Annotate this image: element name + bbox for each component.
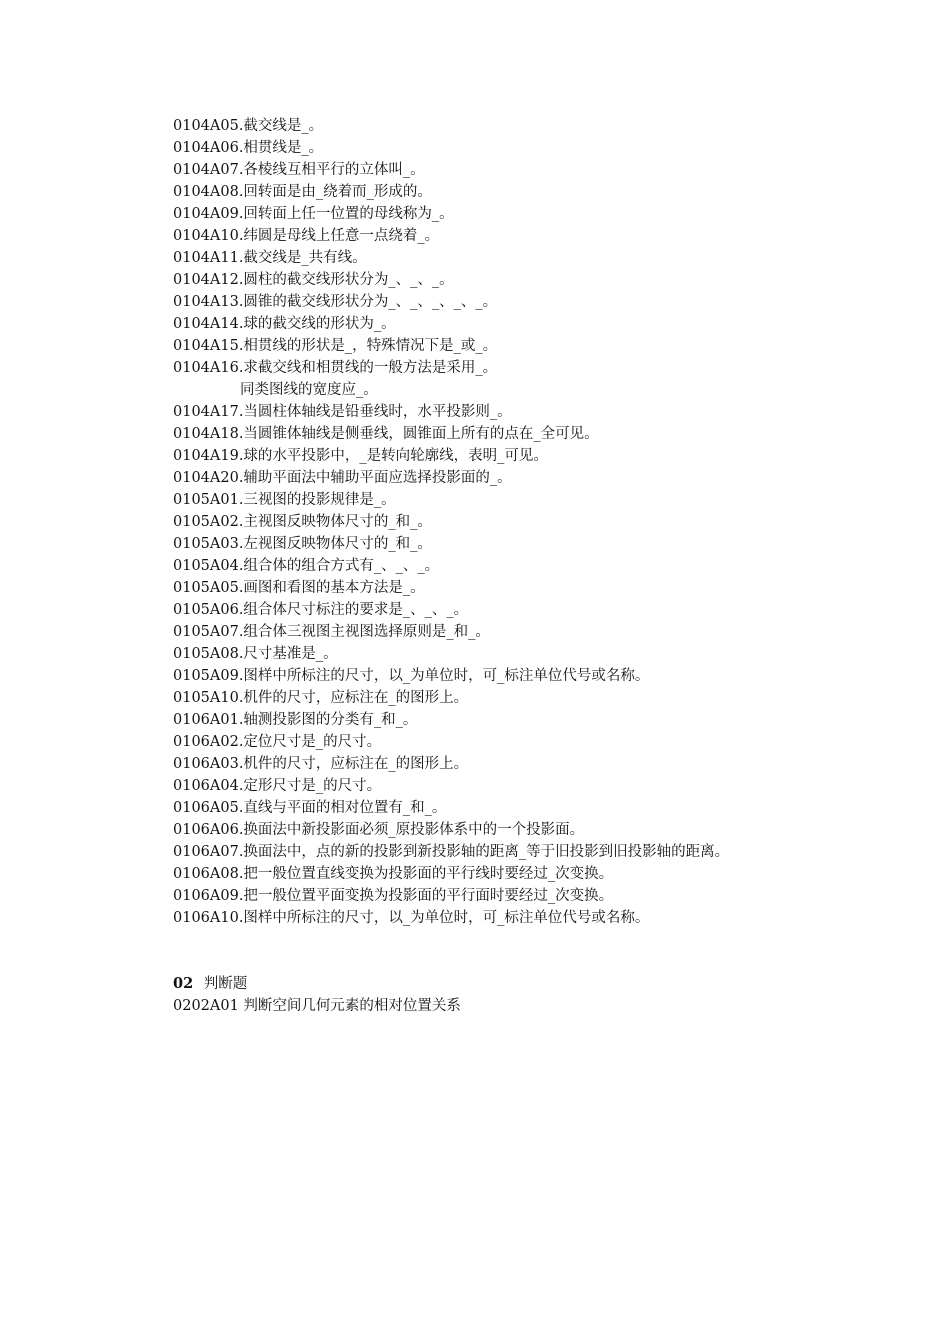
question-item: 0105A04.组合体的组合方式有_、_、_。 xyxy=(173,558,440,574)
section-spacer xyxy=(173,929,933,973)
question-item: 0105A05.画图和看图的基本方法是_。 xyxy=(173,580,425,596)
question-item: 0106A02.定位尺寸是_的尺寸。 xyxy=(173,734,382,750)
section-title: 判断题 xyxy=(203,976,248,992)
question-item: 0104A06.相贯线是_。 xyxy=(173,140,324,156)
question-item: 0106A07.换面法中，点的新的投影到新投影轴的距离_等于旧投影到旧投影轴的距离。 xyxy=(173,844,730,860)
question-item: 0106A03.机件的尺寸，应标注在_的图形上。 xyxy=(173,756,469,772)
question-item: 0104A15.相贯线的形状是_，特殊情况下是_或_。 xyxy=(173,338,498,354)
question-item: 0104A19.球的水平投影中，_是转向轮廓线，表明_可见。 xyxy=(173,448,548,464)
question-item: 0105A10.机件的尺寸，应标注在_的图形上。 xyxy=(173,690,469,706)
question-item: 0104A05.截交线是_。 xyxy=(173,118,324,134)
question-continuation-line: 同类图线的宽度应_。 xyxy=(240,382,378,398)
question-item: 0105A03.左视图反映物体尺寸的_和_。 xyxy=(173,536,432,552)
question-item: 0105A06.组合体尺寸标注的要求是_、_、_。 xyxy=(173,602,469,618)
question-item: 0104A17.当圆柱体轴线是铅垂线时，水平投影则_。 xyxy=(173,404,512,420)
question-item: 0104A14.球的截交线的形状为_。 xyxy=(173,316,396,332)
question-item: 0104A13.圆锥的截交线形状分为_、_、_、_、_。 xyxy=(173,294,498,310)
question-item: 0105A08.尺寸基准是_。 xyxy=(173,646,338,662)
question-item: 0104A08.回转面是由_绕着而_形成的。 xyxy=(173,184,432,200)
question-item: 0106A08.把一般位置直线变换为投影面的平行线时要经过_次变换。 xyxy=(173,866,614,882)
question-item: 0105A02.主视图反映物体尺寸的_和_。 xyxy=(173,514,432,530)
question-item: 0106A09.把一般位置平面变换为投影面的平行面时要经过_次变换。 xyxy=(173,888,614,904)
document-page xyxy=(173,115,933,1017)
question-item: 0104A10.纬圆是母线上任意一点绕着_。 xyxy=(173,228,440,244)
fill-in-question-list xyxy=(173,115,933,929)
question-item: 0104A09.回转面上任一位置的母线称为_。 xyxy=(173,206,454,222)
question-item: 0106A01.轴测投影图的分类有_和_。 xyxy=(173,712,418,728)
question-item: 0105A09.图样中所标注的尺寸，以_为单位时，可_标注单位代号或名称。 xyxy=(173,668,650,684)
question-item: 0104A07.各棱线互相平行的立体叫_。 xyxy=(173,162,425,178)
question-item: 0104A18.当圆锥体轴线是侧垂线，圆锥面上所有的点在_全可见。 xyxy=(173,426,599,442)
question-item: 0106A05.直线与平面的相对位置有_和_。 xyxy=(173,800,447,816)
question-item: 0104A11.截交线是_共有线。 xyxy=(173,250,367,266)
question-item: 0105A01.三视图的投影规律是_。 xyxy=(173,492,396,508)
section-heading xyxy=(173,973,933,995)
question-item: 0106A04.定形尺寸是_的尺寸。 xyxy=(173,778,382,794)
judgement-question-item: 0202A01 判断空间几何元素的相对位置关系 xyxy=(173,998,461,1014)
question-item: 0105A07.组合体三视图主视图选择原则是_和_。 xyxy=(173,624,490,640)
question-item: 0106A06.换面法中新投影面必须_原投影体系中的一个投影面。 xyxy=(173,822,585,838)
question-item: 0104A20.辅助平面法中辅助平面应选择投影面的_。 xyxy=(173,470,512,486)
section-number: 02 xyxy=(173,975,194,992)
question-item: 0104A16.求截交线和相贯线的一般方法是采用_。 xyxy=(173,360,498,376)
question-item: 0104A12.圆柱的截交线形状分为_、_、_。 xyxy=(173,272,454,288)
question-item: 0106A10.图样中所标注的尺寸，以_为单位时，可_标注单位代号或名称。 xyxy=(173,910,650,926)
